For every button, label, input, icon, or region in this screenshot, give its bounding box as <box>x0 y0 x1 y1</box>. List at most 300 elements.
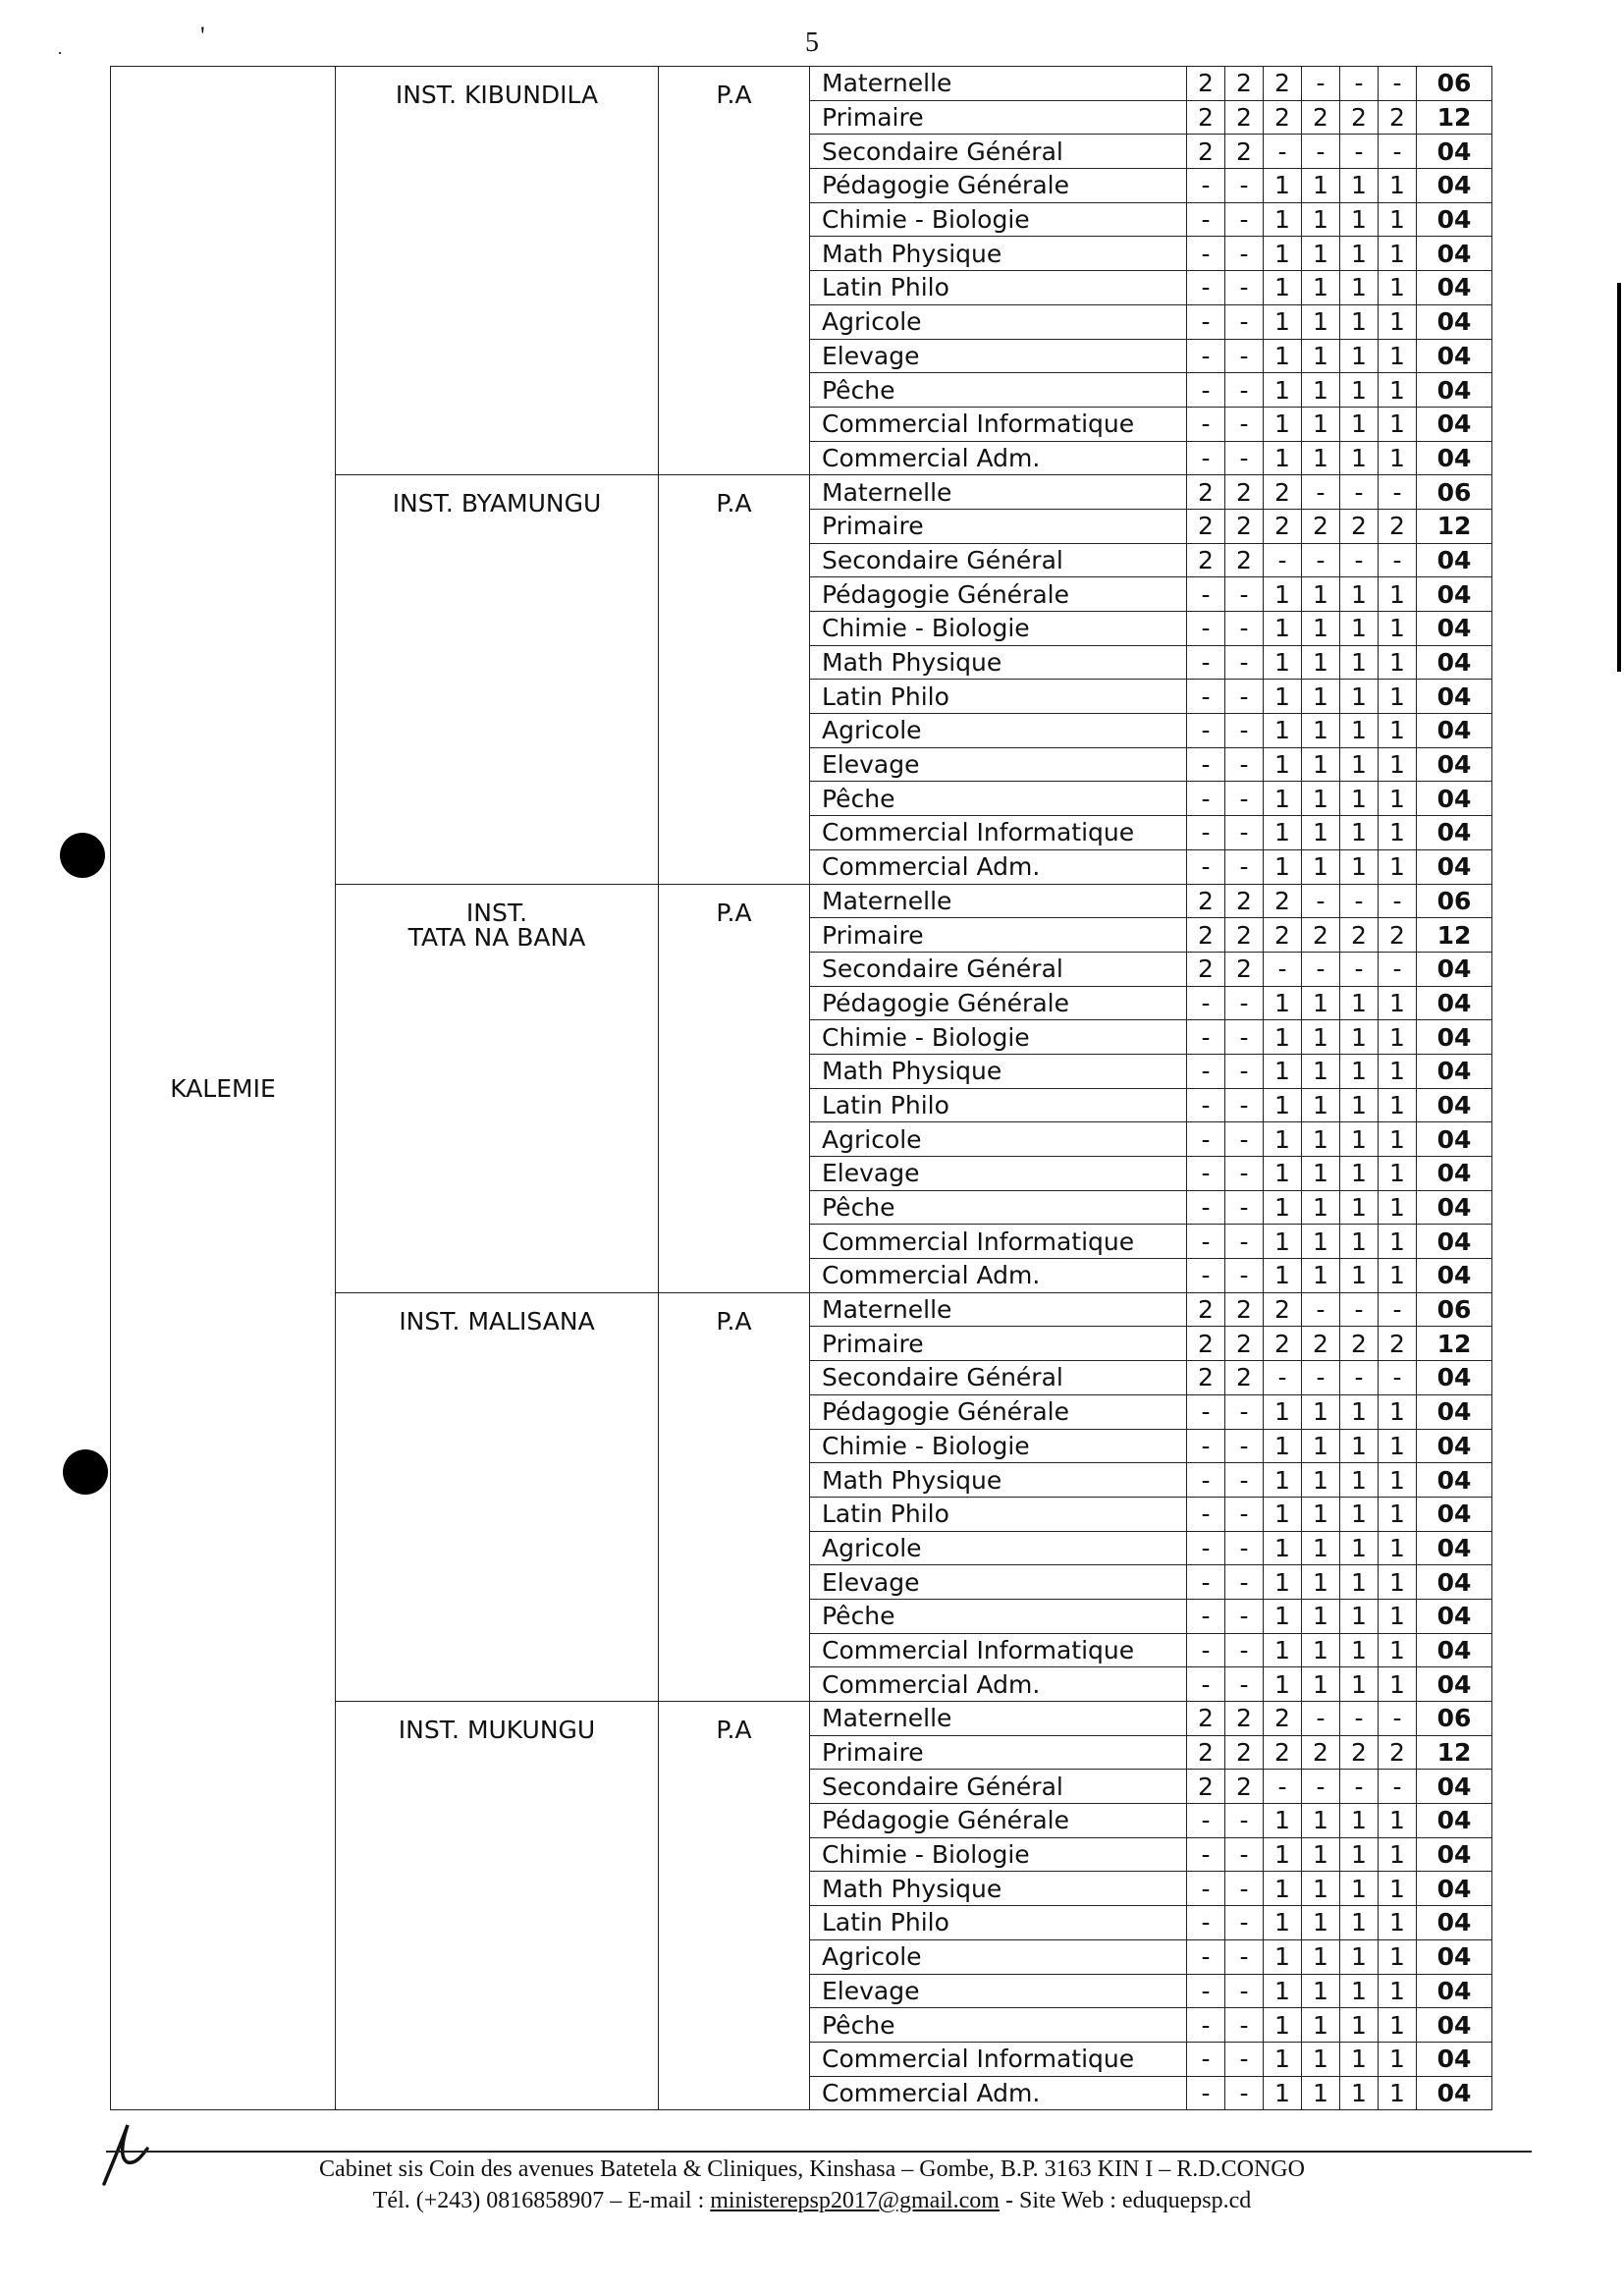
filiere-cell: Pédagogie Générale <box>810 1394 1187 1429</box>
level-count-cell: 1 <box>1264 1837 1302 1872</box>
level-count-cell: - <box>1225 1837 1264 1872</box>
level-count-cell: - <box>1225 1974 1264 2008</box>
level-count-cell: 1 <box>1264 1054 1302 1088</box>
level-count-cell: - <box>1187 986 1225 1020</box>
level-count-cell: - <box>1187 202 1225 237</box>
level-count-cell: 2 <box>1187 543 1225 577</box>
ville-cell: KALEMIE <box>111 67 336 2110</box>
level-count-cell: - <box>1225 612 1264 646</box>
filiere-cell: Elevage <box>810 1565 1187 1600</box>
level-count-cell: 1 <box>1302 202 1340 237</box>
level-count-cell: 1 <box>1264 237 1302 271</box>
level-count-cell: - <box>1340 1702 1379 1736</box>
level-count-cell: 2 <box>1187 884 1225 918</box>
level-count-cell: 1 <box>1379 680 1417 714</box>
level-count-cell: 1 <box>1379 2042 1417 2076</box>
level-count-cell: 2 <box>1225 67 1264 101</box>
level-count-cell: - <box>1187 1804 1225 1838</box>
level-count-cell: 2 <box>1225 1361 1264 1395</box>
total-cell: 04 <box>1417 373 1492 408</box>
level-count-cell: - <box>1302 1770 1340 1804</box>
level-count-cell: - <box>1187 1497 1225 1531</box>
level-count-cell: 2 <box>1379 1735 1417 1770</box>
level-count-cell: 1 <box>1379 202 1417 237</box>
level-count-cell: 2 <box>1187 1361 1225 1395</box>
level-count-cell: - <box>1264 543 1302 577</box>
level-count-cell: 1 <box>1264 816 1302 850</box>
level-count-cell: - <box>1340 543 1379 577</box>
level-count-cell: 1 <box>1302 2008 1340 2043</box>
level-count-cell: 1 <box>1379 849 1417 884</box>
level-count-cell: - <box>1379 543 1417 577</box>
level-count-cell: 1 <box>1264 304 1302 339</box>
filiere-cell: Primaire <box>810 918 1187 953</box>
level-count-cell: - <box>1225 169 1264 203</box>
level-count-cell: - <box>1225 2076 1264 2110</box>
level-count-cell: 1 <box>1379 373 1417 408</box>
level-count-cell: 1 <box>1302 271 1340 305</box>
level-count-cell: 2 <box>1340 100 1379 135</box>
level-count-cell: 1 <box>1379 1190 1417 1225</box>
total-cell: 04 <box>1417 1225 1492 1259</box>
level-count-cell: - <box>1225 1599 1264 1633</box>
level-count-cell: 1 <box>1379 1633 1417 1667</box>
level-count-cell: - <box>1225 304 1264 339</box>
total-cell: 04 <box>1417 1667 1492 1702</box>
level-count-cell: 1 <box>1340 2008 1379 2043</box>
level-count-cell: 1 <box>1302 237 1340 271</box>
level-count-cell: 1 <box>1379 441 1417 475</box>
level-count-cell: - <box>1225 577 1264 612</box>
school-name-cell: INST. MUKUNGU <box>336 1702 659 2110</box>
level-count-cell: - <box>1302 1292 1340 1327</box>
total-cell: 04 <box>1417 1190 1492 1225</box>
level-count-cell: 1 <box>1379 1906 1417 1940</box>
level-count-cell: - <box>1187 680 1225 714</box>
level-count-cell: 2 <box>1264 509 1302 543</box>
total-cell: 04 <box>1417 1939 1492 1974</box>
level-count-cell: - <box>1187 373 1225 408</box>
level-count-cell: 1 <box>1302 680 1340 714</box>
total-cell: 04 <box>1417 304 1492 339</box>
level-count-cell: - <box>1264 1361 1302 1395</box>
level-count-cell: - <box>1264 135 1302 169</box>
level-count-cell: 1 <box>1264 373 1302 408</box>
level-count-cell: 2 <box>1187 1702 1225 1736</box>
level-count-cell: 1 <box>1379 782 1417 816</box>
filiere-cell: Pêche <box>810 2008 1187 2043</box>
level-count-cell: - <box>1225 1122 1264 1157</box>
filiere-cell: Math Physique <box>810 237 1187 271</box>
level-count-cell: 1 <box>1340 680 1379 714</box>
filiere-cell: Math Physique <box>810 645 1187 680</box>
level-count-cell: 1 <box>1302 1872 1340 1906</box>
level-count-cell: - <box>1379 884 1417 918</box>
level-count-cell: 1 <box>1264 1225 1302 1259</box>
level-count-cell: 1 <box>1340 1906 1379 1940</box>
level-count-cell: 1 <box>1302 441 1340 475</box>
level-count-cell: 1 <box>1264 714 1302 748</box>
level-count-cell: 1 <box>1379 237 1417 271</box>
level-count-cell: - <box>1187 1837 1225 1872</box>
level-count-cell: 1 <box>1302 1633 1340 1667</box>
level-count-cell: 2 <box>1187 952 1225 986</box>
level-count-cell: - <box>1187 1531 1225 1565</box>
level-count-cell: 1 <box>1302 782 1340 816</box>
level-count-cell: 1 <box>1379 1054 1417 1088</box>
level-count-cell: 1 <box>1379 1463 1417 1498</box>
total-cell: 04 <box>1417 1020 1492 1055</box>
level-count-cell: - <box>1187 1872 1225 1906</box>
level-count-cell: - <box>1379 952 1417 986</box>
filiere-cell: Secondaire Général <box>810 543 1187 577</box>
level-count-cell: 2 <box>1264 884 1302 918</box>
level-count-cell: 2 <box>1187 1770 1225 1804</box>
level-count-cell: 1 <box>1340 1190 1379 1225</box>
total-cell: 04 <box>1417 407 1492 441</box>
level-count-cell: 1 <box>1340 1122 1379 1157</box>
filiere-cell: Agricole <box>810 1939 1187 1974</box>
level-count-cell: - <box>1379 1292 1417 1327</box>
filiere-cell: Maternelle <box>810 475 1187 510</box>
level-count-cell: - <box>1225 1394 1264 1429</box>
level-count-cell: 1 <box>1379 986 1417 1020</box>
level-count-cell: 2 <box>1302 1735 1340 1770</box>
level-count-cell: 2 <box>1264 1327 1302 1361</box>
filiere-cell: Pédagogie Générale <box>810 577 1187 612</box>
footer-contact-prefix: Tél. (+243) 0816858907 – E-mail : <box>372 2188 711 2213</box>
filiere-cell: Agricole <box>810 714 1187 748</box>
level-count-cell: 1 <box>1264 1394 1302 1429</box>
level-count-cell: 1 <box>1379 2076 1417 2110</box>
level-count-cell: 1 <box>1379 645 1417 680</box>
filiere-cell: Commercial Adm. <box>810 849 1187 884</box>
level-count-cell: 1 <box>1264 1872 1302 1906</box>
filiere-cell: Chimie - Biologie <box>810 202 1187 237</box>
level-count-cell: 2 <box>1187 100 1225 135</box>
level-count-cell: 1 <box>1302 612 1340 646</box>
level-count-cell: 1 <box>1340 1939 1379 1974</box>
total-cell: 04 <box>1417 1497 1492 1531</box>
level-count-cell: 1 <box>1340 169 1379 203</box>
level-count-cell: 1 <box>1302 2042 1340 2076</box>
total-cell: 04 <box>1417 1054 1492 1088</box>
level-count-cell: - <box>1340 952 1379 986</box>
filiere-cell: Agricole <box>810 304 1187 339</box>
level-count-cell: 1 <box>1302 1939 1340 1974</box>
filiere-cell: Pêche <box>810 373 1187 408</box>
footer-contact <box>0 2188 1624 2214</box>
level-count-cell: 1 <box>1302 577 1340 612</box>
level-count-cell: 2 <box>1225 543 1264 577</box>
filiere-cell: Secondaire Général <box>810 1361 1187 1395</box>
total-cell: 06 <box>1417 884 1492 918</box>
level-count-cell: 1 <box>1264 849 1302 884</box>
level-count-cell: - <box>1225 782 1264 816</box>
level-count-cell: 1 <box>1340 1429 1379 1463</box>
level-count-cell: - <box>1340 67 1379 101</box>
level-count-cell: - <box>1187 577 1225 612</box>
level-count-cell: - <box>1225 1939 1264 1974</box>
total-cell: 04 <box>1417 612 1492 646</box>
level-count-cell: 1 <box>1302 1974 1340 2008</box>
level-count-cell: 1 <box>1264 202 1302 237</box>
filiere-cell: Maternelle <box>810 1292 1187 1327</box>
level-count-cell: - <box>1302 952 1340 986</box>
level-count-cell: 1 <box>1302 849 1340 884</box>
level-count-cell: 1 <box>1264 1667 1302 1702</box>
level-count-cell: 1 <box>1379 1667 1417 1702</box>
total-cell: 04 <box>1417 577 1492 612</box>
total-cell: 04 <box>1417 1122 1492 1157</box>
level-count-cell: 1 <box>1264 1939 1302 1974</box>
level-count-cell: 2 <box>1379 509 1417 543</box>
level-count-cell: 2 <box>1340 1327 1379 1361</box>
level-count-cell: 1 <box>1302 1906 1340 1940</box>
total-cell: 04 <box>1417 1531 1492 1565</box>
level-count-cell: 1 <box>1340 1531 1379 1565</box>
level-count-cell: 2 <box>1187 509 1225 543</box>
level-count-cell: 1 <box>1302 1122 1340 1157</box>
level-count-cell: 1 <box>1340 849 1379 884</box>
level-count-cell: 1 <box>1379 747 1417 782</box>
level-count-cell: 1 <box>1264 1088 1302 1122</box>
filiere-cell: Pêche <box>810 1599 1187 1633</box>
level-count-cell: 1 <box>1379 169 1417 203</box>
level-count-cell: 1 <box>1340 1633 1379 1667</box>
page-number: 5 <box>805 27 819 58</box>
total-cell: 04 <box>1417 339 1492 373</box>
filiere-cell: Chimie - Biologie <box>810 1429 1187 1463</box>
level-count-cell: 1 <box>1302 1565 1340 1600</box>
level-count-cell: 2 <box>1187 475 1225 510</box>
level-count-cell: 1 <box>1302 169 1340 203</box>
filiere-cell: Pédagogie Générale <box>810 986 1187 1020</box>
level-count-cell: - <box>1187 645 1225 680</box>
level-count-cell: - <box>1187 1259 1225 1293</box>
level-count-cell: - <box>1225 1054 1264 1088</box>
level-count-cell: 1 <box>1340 2042 1379 2076</box>
level-count-cell: 1 <box>1379 1872 1417 1906</box>
level-count-cell: - <box>1187 2076 1225 2110</box>
level-count-cell: 2 <box>1187 1292 1225 1327</box>
filiere-cell: Secondaire Général <box>810 1770 1187 1804</box>
level-count-cell: 1 <box>1379 1429 1417 1463</box>
filiere-cell: Primaire <box>810 100 1187 135</box>
level-count-cell: 1 <box>1264 1974 1302 2008</box>
level-count-cell: - <box>1187 747 1225 782</box>
level-count-cell: 1 <box>1379 1394 1417 1429</box>
filiere-cell: Latin Philo <box>810 1088 1187 1122</box>
level-count-cell: 2 <box>1187 1327 1225 1361</box>
total-cell: 12 <box>1417 1735 1492 1770</box>
school-name-cell: INST. MALISANA <box>336 1292 659 1701</box>
level-count-cell: 1 <box>1264 1633 1302 1667</box>
total-cell: 04 <box>1417 1157 1492 1191</box>
filiere-cell: Agricole <box>810 1531 1187 1565</box>
level-count-cell: - <box>1187 237 1225 271</box>
level-count-cell: - <box>1225 1225 1264 1259</box>
total-cell: 04 <box>1417 714 1492 748</box>
level-count-cell: - <box>1225 441 1264 475</box>
level-count-cell: 1 <box>1340 339 1379 373</box>
level-count-cell: 1 <box>1340 1225 1379 1259</box>
level-count-cell: - <box>1225 986 1264 1020</box>
level-count-cell: 1 <box>1379 816 1417 850</box>
level-count-cell: 1 <box>1264 1804 1302 1838</box>
level-count-cell: 1 <box>1264 645 1302 680</box>
level-count-cell: - <box>1225 1633 1264 1667</box>
level-count-cell: 2 <box>1225 100 1264 135</box>
total-cell: 04 <box>1417 680 1492 714</box>
level-count-cell: 1 <box>1264 339 1302 373</box>
level-count-cell: - <box>1302 543 1340 577</box>
total-cell: 06 <box>1417 1702 1492 1736</box>
level-count-cell: - <box>1225 339 1264 373</box>
level-count-cell: 1 <box>1340 986 1379 1020</box>
footer-contact-suffix: - Site Web : eduquepsp.cd <box>999 2188 1252 2213</box>
total-cell: 04 <box>1417 747 1492 782</box>
filiere-cell: Latin Philo <box>810 1906 1187 1940</box>
level-count-cell: 1 <box>1340 441 1379 475</box>
level-count-cell: - <box>1340 884 1379 918</box>
level-count-cell: 1 <box>1302 2076 1340 2110</box>
level-count-cell: 1 <box>1379 1837 1417 1872</box>
total-cell: 04 <box>1417 169 1492 203</box>
total-cell: 04 <box>1417 271 1492 305</box>
filiere-cell: Latin Philo <box>810 271 1187 305</box>
filiere-cell: Commercial Adm. <box>810 1667 1187 1702</box>
level-count-cell: 1 <box>1379 271 1417 305</box>
level-count-cell: 2 <box>1302 509 1340 543</box>
level-count-cell: 1 <box>1302 816 1340 850</box>
level-count-cell: - <box>1302 1361 1340 1395</box>
level-count-cell: 1 <box>1340 1394 1379 1429</box>
footer-email-link[interactable]: ministerepsp2017@gmail.com <box>710 2188 1000 2213</box>
level-count-cell: 1 <box>1302 1497 1340 1531</box>
level-count-cell: 2 <box>1187 135 1225 169</box>
total-cell: 04 <box>1417 1633 1492 1667</box>
level-count-cell: 2 <box>1379 918 1417 953</box>
school-name-cell: INST. BYAMUNGU <box>336 475 659 884</box>
filiere-cell: Commercial Informatique <box>810 1225 1187 1259</box>
level-count-cell: 1 <box>1264 1565 1302 1600</box>
level-count-cell: 1 <box>1379 2008 1417 2043</box>
level-count-cell: 1 <box>1302 645 1340 680</box>
level-count-cell: - <box>1187 2008 1225 2043</box>
level-count-cell: 1 <box>1379 1497 1417 1531</box>
level-count-cell: 1 <box>1379 1939 1417 1974</box>
punch-hole-top <box>60 833 105 878</box>
level-count-cell: 2 <box>1302 1327 1340 1361</box>
level-count-cell: 1 <box>1302 1259 1340 1293</box>
level-count-cell: - <box>1225 1531 1264 1565</box>
total-cell: 04 <box>1417 2076 1492 2110</box>
level-count-cell: 1 <box>1379 339 1417 373</box>
level-count-cell: 2 <box>1264 1735 1302 1770</box>
level-count-cell: - <box>1187 1667 1225 1702</box>
filiere-cell: Math Physique <box>810 1463 1187 1498</box>
level-count-cell: 2 <box>1340 918 1379 953</box>
level-count-cell: 1 <box>1264 1599 1302 1633</box>
level-count-cell: 1 <box>1379 1599 1417 1633</box>
filiere-cell: Maternelle <box>810 1702 1187 1736</box>
level-count-cell: - <box>1225 816 1264 850</box>
total-cell: 12 <box>1417 100 1492 135</box>
level-count-cell: - <box>1187 816 1225 850</box>
level-count-cell: 2 <box>1264 475 1302 510</box>
total-cell: 04 <box>1417 135 1492 169</box>
level-count-cell: 2 <box>1264 918 1302 953</box>
level-count-cell: 1 <box>1340 782 1379 816</box>
school-regime-cell: P.A <box>659 475 810 884</box>
level-count-cell: 2 <box>1302 918 1340 953</box>
level-count-cell: - <box>1264 952 1302 986</box>
level-count-cell: 1 <box>1302 339 1340 373</box>
level-count-cell: 1 <box>1379 407 1417 441</box>
level-count-cell: - <box>1187 1054 1225 1088</box>
total-cell: 12 <box>1417 1327 1492 1361</box>
school-name-cell: INST. KIBUNDILA <box>336 67 659 475</box>
level-count-cell: 1 <box>1379 1157 1417 1191</box>
level-count-cell: - <box>1302 884 1340 918</box>
level-count-cell: 1 <box>1379 1259 1417 1293</box>
total-cell: 04 <box>1417 1804 1492 1838</box>
scan-edge-mark <box>1617 283 1621 672</box>
level-count-cell: 2 <box>1264 1292 1302 1327</box>
filiere-cell: Primaire <box>810 1735 1187 1770</box>
total-cell: 04 <box>1417 1088 1492 1122</box>
scan-mark: ' <box>200 22 205 50</box>
level-count-cell: 2 <box>1225 952 1264 986</box>
level-count-cell: 1 <box>1302 1804 1340 1838</box>
total-cell: 04 <box>1417 543 1492 577</box>
filiere-cell: Commercial Informatique <box>810 407 1187 441</box>
level-count-cell: 1 <box>1264 1259 1302 1293</box>
level-count-cell: 1 <box>1340 1974 1379 2008</box>
total-cell: 04 <box>1417 1872 1492 1906</box>
level-count-cell: - <box>1187 1633 1225 1667</box>
total-cell: 06 <box>1417 475 1492 510</box>
filiere-cell: Commercial Informatique <box>810 2042 1187 2076</box>
level-count-cell: 1 <box>1340 1088 1379 1122</box>
level-count-cell: 1 <box>1264 577 1302 612</box>
level-count-cell: 2 <box>1379 1327 1417 1361</box>
level-count-cell: - <box>1225 1804 1264 1838</box>
level-count-cell: - <box>1340 135 1379 169</box>
level-count-cell: - <box>1225 2008 1264 2043</box>
school-regime-cell: P.A <box>659 884 810 1292</box>
level-count-cell: - <box>1340 475 1379 510</box>
level-count-cell: - <box>1225 2042 1264 2076</box>
level-count-cell: - <box>1225 714 1264 748</box>
level-count-cell: 1 <box>1264 1463 1302 1498</box>
level-count-cell: 1 <box>1340 1463 1379 1498</box>
filiere-cell: Pêche <box>810 1190 1187 1225</box>
level-count-cell: 1 <box>1340 714 1379 748</box>
total-cell: 04 <box>1417 1259 1492 1293</box>
filiere-cell: Pêche <box>810 782 1187 816</box>
level-count-cell: 1 <box>1302 1020 1340 1055</box>
level-count-cell: 1 <box>1264 407 1302 441</box>
level-count-cell: - <box>1187 169 1225 203</box>
level-count-cell: 1 <box>1340 407 1379 441</box>
total-cell: 04 <box>1417 1974 1492 2008</box>
level-count-cell: 1 <box>1340 1872 1379 1906</box>
level-count-cell: 1 <box>1379 612 1417 646</box>
school-regime-cell: P.A <box>659 67 810 475</box>
level-count-cell: 1 <box>1340 645 1379 680</box>
